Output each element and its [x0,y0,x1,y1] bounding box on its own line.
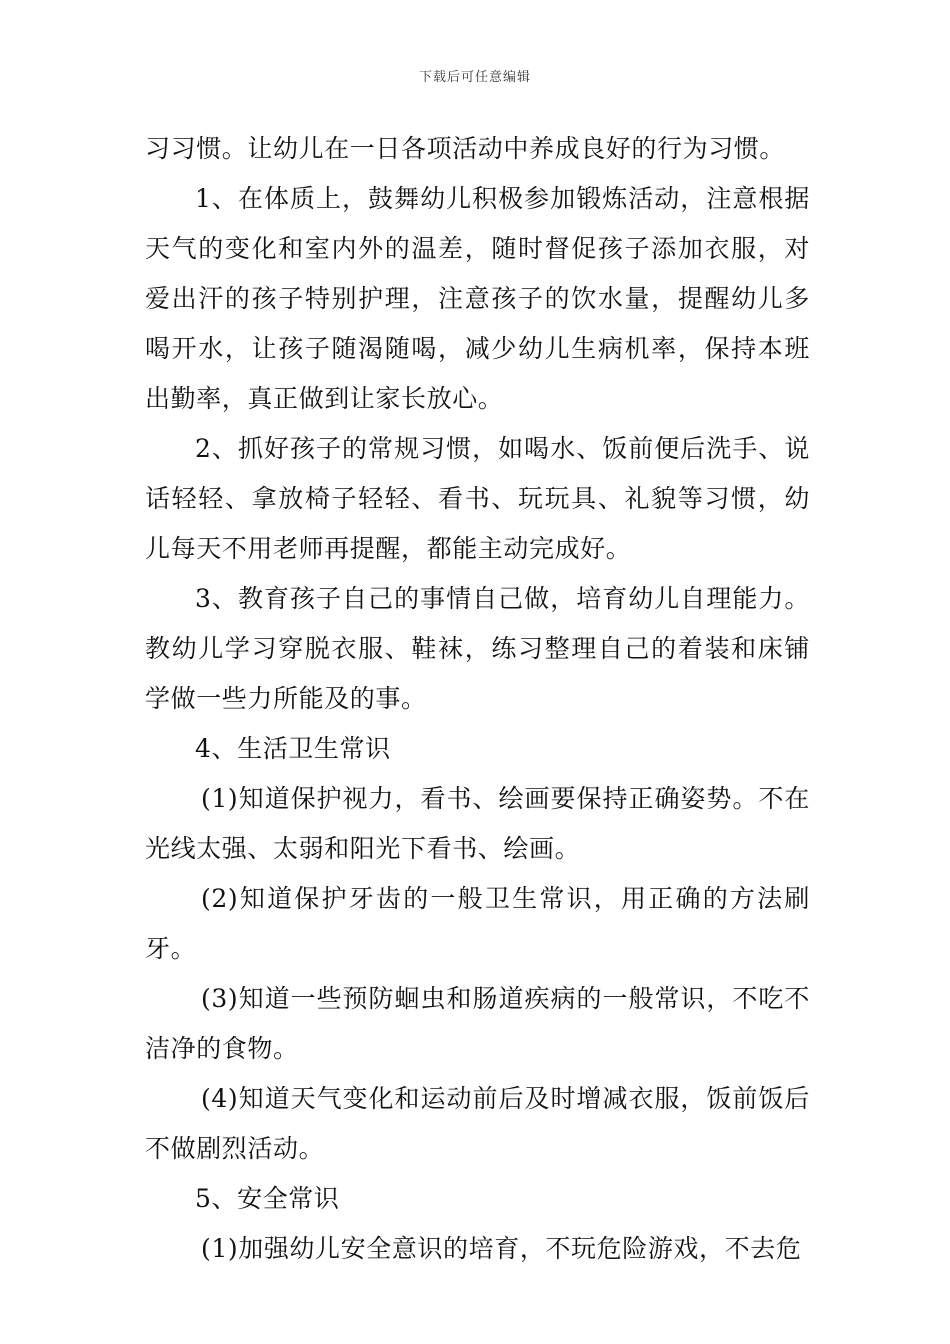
paragraph-hygiene-item-4: (4)知道天气变化和运动前后及时增减衣服，饭前饭后不做剧烈活动。 [145,1084,810,1163]
page-header: 下载后可任意编辑 [418,70,531,85]
section-heading-safety: 5、安全常识 [195,1184,340,1213]
paragraph-physical-health: 1、在体质上，鼓舞幼儿积极参加锻炼活动，注意根据天气的变化和室内外的温差，随时督促孩子添加衣服，对爱出汗的孩子特别护理，注意孩子的饮水量，提醒幼儿多喝开水，让孩子随渴随喝，减少幼儿生病机率，保持本班出勤率，真正做到让家长放心。 [145,184,810,413]
section-heading-hygiene: 4、生活卫生常识 [195,734,391,763]
paragraph-routine-habits: 2、抓好孩子的常规习惯，如喝水、饭前便后洗手、说话轻轻、拿放椅子轻轻、看书、玩玩具、礼貌等习惯，幼儿每天不用老师再提醒，都能主动完成好。 [145,434,810,563]
paragraph-hygiene-item-2: (2)知道保护牙齿的一般卫生常识，用正确的方法刷牙。 [145,884,810,963]
paragraph-continuation: 习习惯。让幼儿在一日各项活动中养成良好的行为习惯。 [145,134,786,163]
paragraph-hygiene-item-3: (3)知道一些预防蛔虫和肠道疾病的一般常识，不吃不洁净的食物。 [145,984,810,1063]
paragraph-safety-item-1: (1)加强幼儿安全意识的培育，不玩危险游戏，不去危 [201,1234,802,1263]
document-body [145,124,810,1274]
paragraph-self-care: 3、教育孩子自己的事情自己做，培育幼儿自理能力。教幼儿学习穿脱衣服、鞋袜，练习整理自己的着装和床铺学做一些力所能及的事。 [145,584,810,713]
paragraph-hygiene-item-1: (1)知道保护视力，看书、绘画要保持正确姿势。不在光线太强、太弱和阳光下看书、绘画。 [145,784,810,863]
